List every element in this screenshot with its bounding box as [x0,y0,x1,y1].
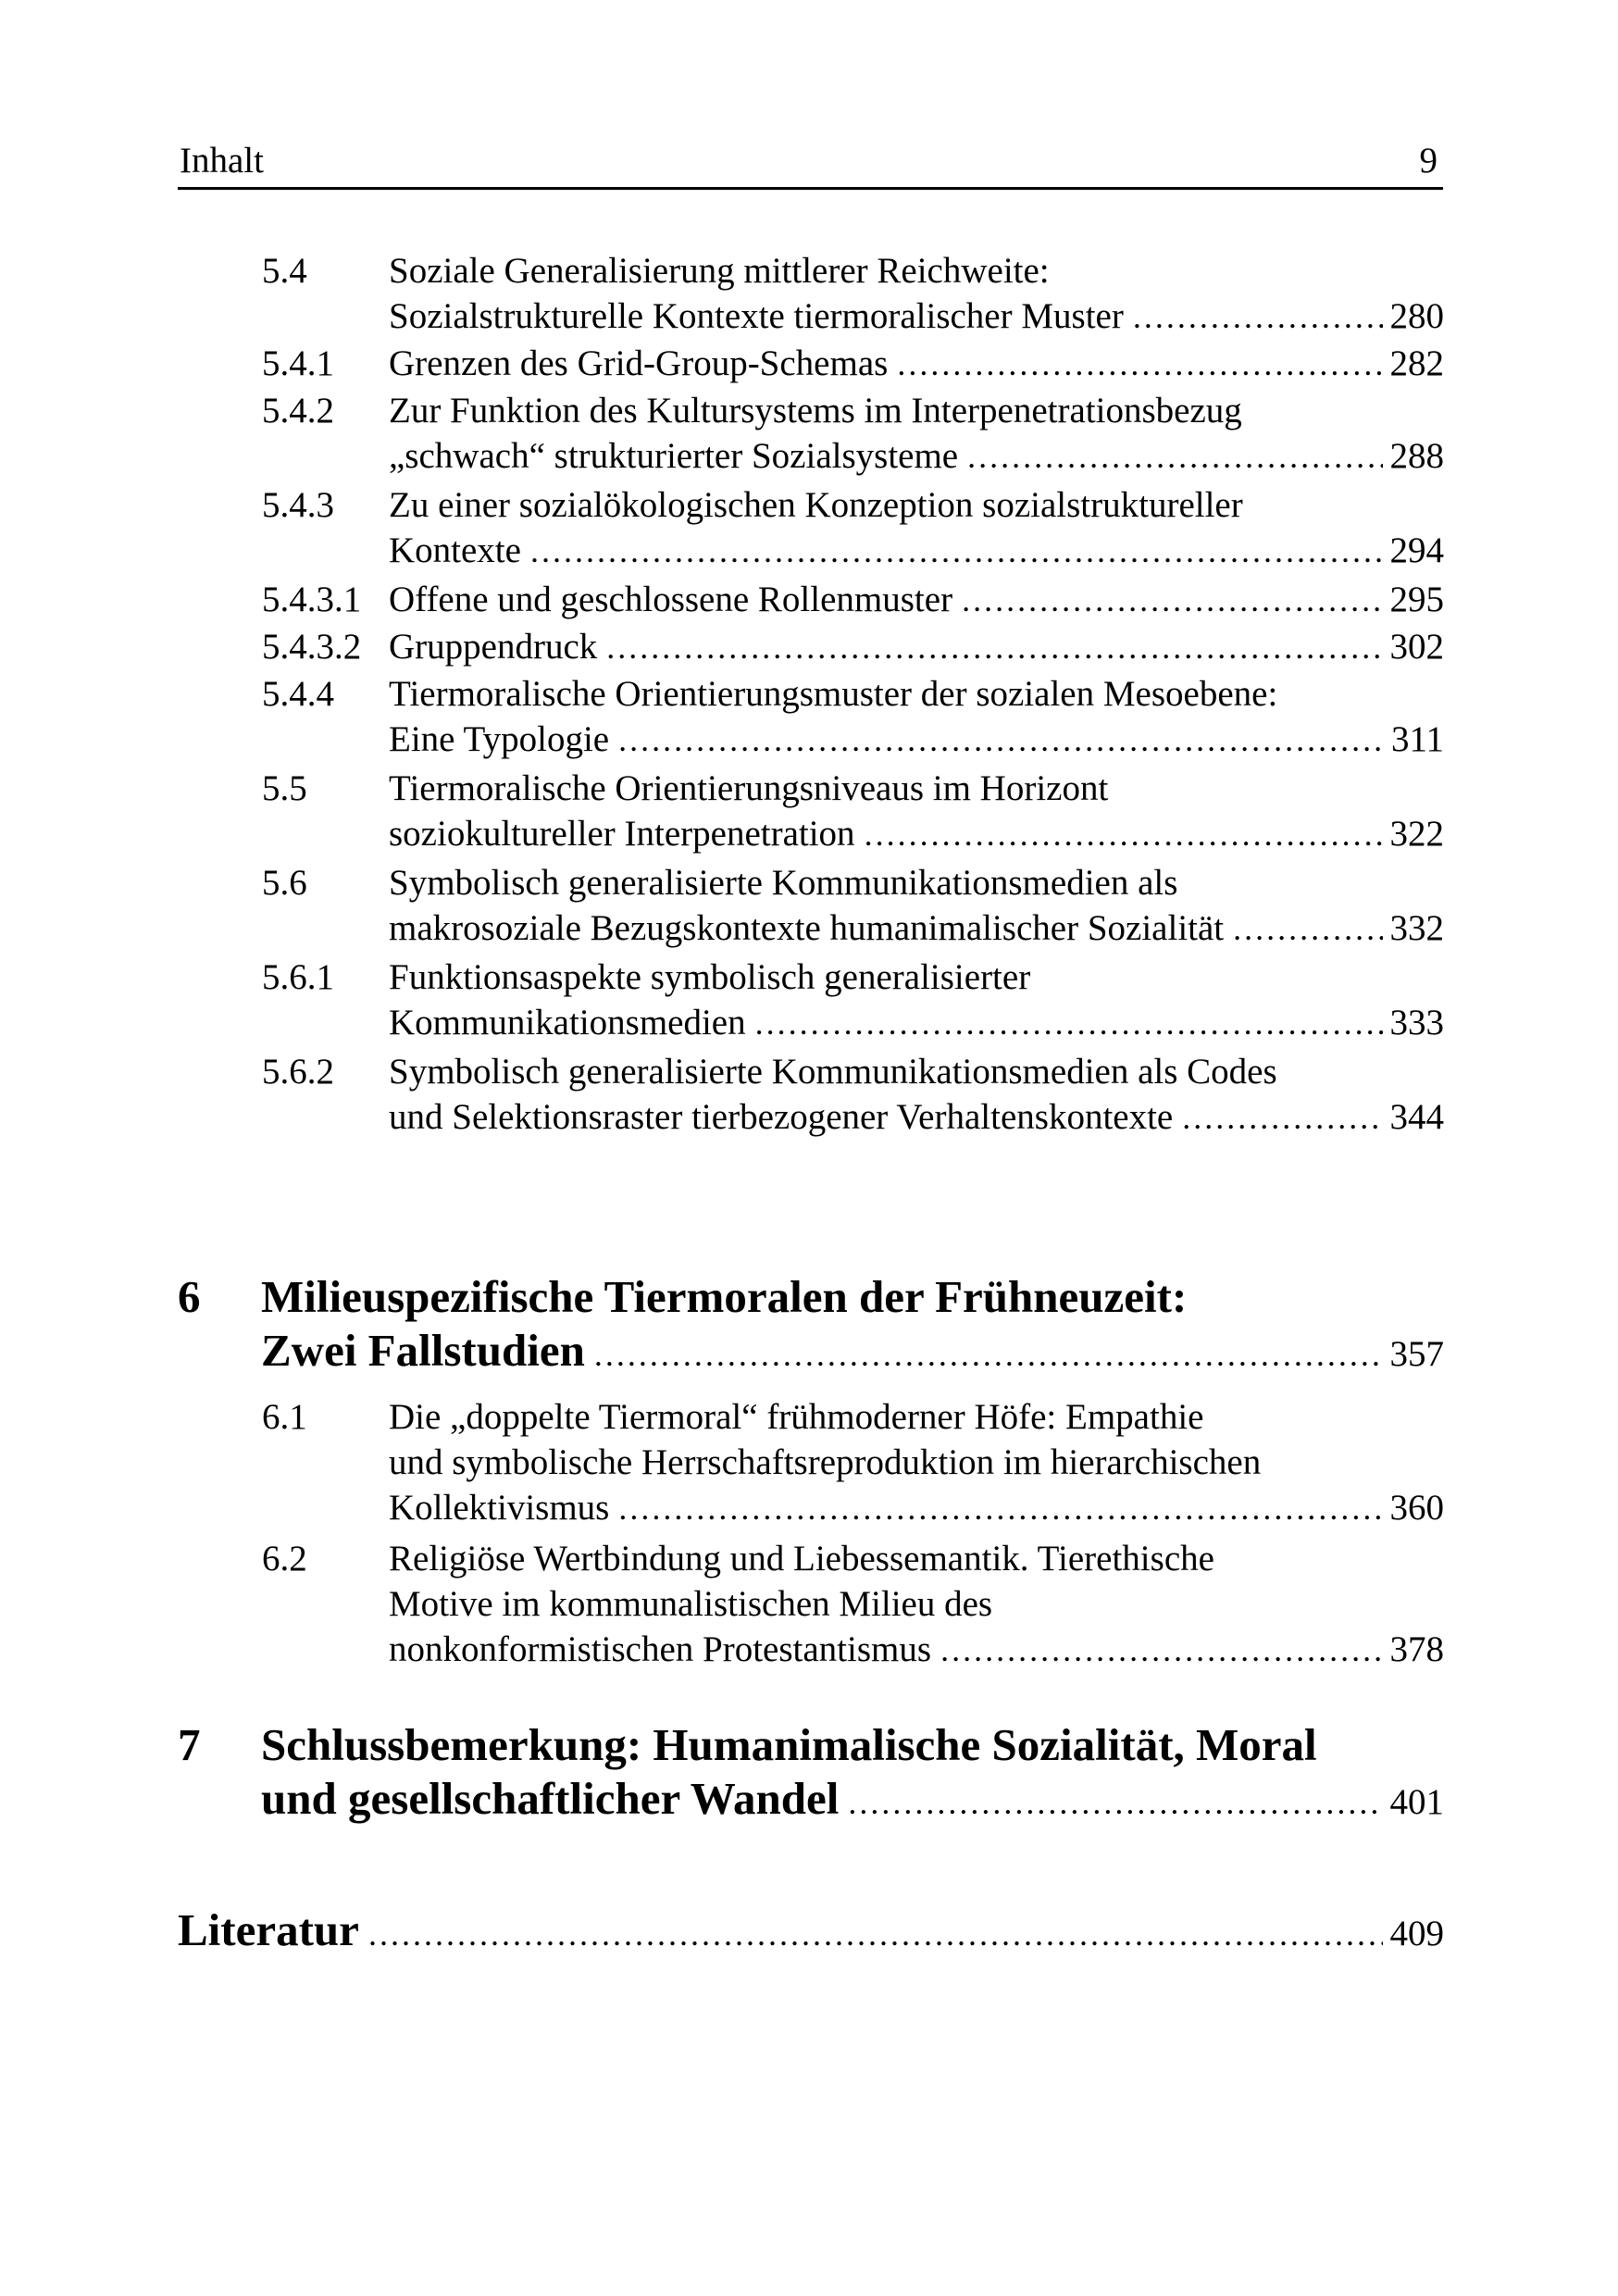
leader-dots [1133,294,1383,340]
toc-entry-5-5[interactable] [262,766,1444,857]
entry-text [389,1536,1444,1673]
entry-title: Kommunikationsmedien [389,1003,746,1042]
entry-number: 5.4.2 [262,391,334,430]
entry-title: Sozialstrukturelle Kontexte tiermoralischer Muster [389,296,1124,336]
running-head-title: Inhalt [180,141,264,181]
entry-number: 6 [178,1271,201,1322]
entry-title: Kollektivismus [389,1488,610,1528]
entry-page: 332 [1389,908,1444,948]
entry-title: soziokultureller Interpenetration [389,814,855,854]
entry-text [389,671,1444,763]
toc-entry-5-6-2[interactable] [262,1049,1444,1141]
entry-number: 5.4.3 [262,485,334,525]
entry-title-line: Religiöse Wertbindung und Liebessemantik. Tierethische [389,1539,1214,1578]
toc-entry-7[interactable] [178,1718,1444,1829]
leader-dots [865,812,1383,857]
entry-page: 295 [1389,580,1444,619]
entry-number: 6.2 [262,1539,307,1578]
leader-dots [755,1001,1383,1046]
toc-entry-5-4-4[interactable] [262,671,1444,763]
toc-entry-5-6-1[interactable] [262,955,1444,1046]
entry-title: Grenzen des Grid-Group-Schemas [389,343,889,383]
leader-dots [618,1486,1382,1531]
leader-dots [530,529,1383,574]
entry-number: 5.6 [262,863,307,903]
entry-last-line [389,1627,1444,1673]
entry-number: 5.4.3.1 [262,580,362,619]
entry-text [389,1394,1444,1531]
entry-page: 357 [1389,1334,1444,1374]
entry-page: 344 [1389,1097,1444,1137]
page-number: 9 [1419,141,1438,181]
leader-dots [1233,906,1382,952]
entry-page: 302 [1389,627,1444,667]
leader-dots [618,718,1384,763]
entry-title: Eine Typologie [389,719,610,759]
entry-text [389,248,1444,340]
entry-page: 288 [1389,436,1444,476]
entry-number: 7 [178,1719,201,1770]
leader-dots [594,1328,1383,1381]
toc-entry-5-6[interactable] [262,860,1444,952]
leader-dots [848,1776,1382,1829]
toc-entry-6-2[interactable] [262,1536,1444,1673]
entry-title: Zwei Fallstudien [261,1325,585,1376]
toc-entry-5-4-2[interactable] [262,388,1444,480]
entry-title-line: Symbolisch generalisierte Kommunikationsmedien als [389,863,1178,903]
entry-title: Kontexte [389,530,521,570]
toc-entry-literatur[interactable] [178,1903,1444,1961]
entry-text [389,766,1444,857]
entry-last-line [389,577,1444,623]
entry-title-line: Schlussbemerkung: Humanimalische Sozialität, Moral [261,1719,1317,1770]
entry-title-line: Tiermoralische Orientierungsmuster der sozialen Mesoebene: [389,674,1278,714]
entry-last-line [389,341,1444,387]
entry-title-line: und symbolische Herrschaftsreproduktion im hierarchischen [389,1442,1262,1482]
entry-text [389,1049,1444,1141]
entry-last-line [389,811,1444,857]
entry-title: makrosoziale Bezugskontexte humanimalischer Sozialität [389,908,1225,948]
toc-entry-5-4-3-2[interactable] [262,624,1444,670]
entry-title: Literatur [178,1904,359,1955]
entry-last-line [389,433,1444,480]
entry-text [389,624,1444,670]
entry-title: Offene und geschlossene Rollenmuster [389,580,953,619]
entry-title-line: Soziale Generalisierung mittlerer Reichweite: [389,251,1050,291]
entry-page: 322 [1389,814,1444,854]
entry-last-line [389,1000,1444,1046]
leader-dots [368,1907,1383,1961]
toc-entry-5-4[interactable] [262,248,1444,340]
entry-page: 401 [1389,1782,1444,1822]
entry-last-line [261,1772,1444,1829]
entry-last-line [261,1324,1444,1381]
leader-dots [606,625,1382,670]
entry-text [389,577,1444,623]
entry-last-line [389,1094,1444,1141]
leader-dots [962,578,1382,623]
entry-title: „schwach“ strukturierter Sozialsysteme [389,436,959,476]
entry-last-line [389,293,1444,340]
entry-number: 6.1 [262,1397,307,1437]
entry-text [389,482,1444,574]
entry-text [389,341,1444,387]
entry-last-line [389,717,1444,763]
leader-dots [940,1628,1382,1673]
entry-title: Gruppendruck [389,627,598,667]
entry-last-line [389,905,1444,952]
entry-title-line: Motive im kommunalistischen Milieu des [389,1584,993,1624]
entry-page: 360 [1389,1488,1444,1528]
entry-last-line [389,528,1444,574]
entry-text [261,1718,1444,1829]
entry-number: 5.6.1 [262,957,334,997]
entry-title-line: Zur Funktion des Kultursystems im Interpenetrationsbezug [389,391,1242,430]
entry-number: 5.4 [262,251,307,291]
entry-page: 333 [1389,1003,1444,1042]
entry-number: 5.5 [262,768,307,808]
entry-page: 311 [1390,719,1444,759]
toc-entry-5-4-3-1[interactable] [262,577,1444,623]
entry-page: 294 [1389,530,1444,570]
leader-dots [1182,1095,1382,1141]
toc-entry-6-1[interactable] [262,1394,1444,1531]
entry-last-line [389,1485,1444,1531]
leader-dots [967,434,1382,480]
entry-title: und Selektionsraster tierbezogener Verhaltenskontexte [389,1097,1174,1137]
entry-title: nonkonformistischen Protestantismus [389,1629,932,1669]
toc-entry-5-4-1[interactable] [262,341,1444,387]
entry-title-line: Die „doppelte Tiermoral“ frühmoderner Höfe: Empathie [389,1397,1204,1437]
entry-last-line [389,624,1444,670]
entry-title-line: Milieuspezifische Tiermoralen der Frühneuzeit: [261,1271,1188,1322]
running-head [178,139,1443,190]
entry-title-line: Tiermoralische Orientierungsniveaus im Horizont [389,768,1109,808]
entry-text [261,1270,1444,1381]
entry-page: 282 [1389,343,1444,383]
entry-page: 409 [1389,1914,1444,1953]
entry-text [389,955,1444,1046]
entry-number: 5.4.1 [262,343,334,383]
entry-title: und gesellschaftlicher Wandel [261,1773,840,1824]
entry-page: 378 [1389,1629,1444,1669]
entry-title-line: Symbolisch generalisierte Kommunikationsmedien als Codes [389,1052,1277,1092]
entry-number: 5.4.4 [262,674,334,714]
entry-title-line: Funktionsaspekte symbolisch generalisierter [389,957,1031,997]
entry-text [389,388,1444,480]
entry-number: 5.6.2 [262,1052,334,1092]
entry-text [389,860,1444,952]
entry-page: 280 [1389,296,1444,336]
entry-title-line: Zu einer sozialökologischen Konzeption sozialstruktureller [389,485,1243,525]
toc-entry-5-4-3[interactable] [262,482,1444,574]
entry-number: 5.4.3.2 [262,627,362,667]
leader-dots [897,342,1382,387]
toc-entry-6[interactable] [178,1270,1444,1381]
